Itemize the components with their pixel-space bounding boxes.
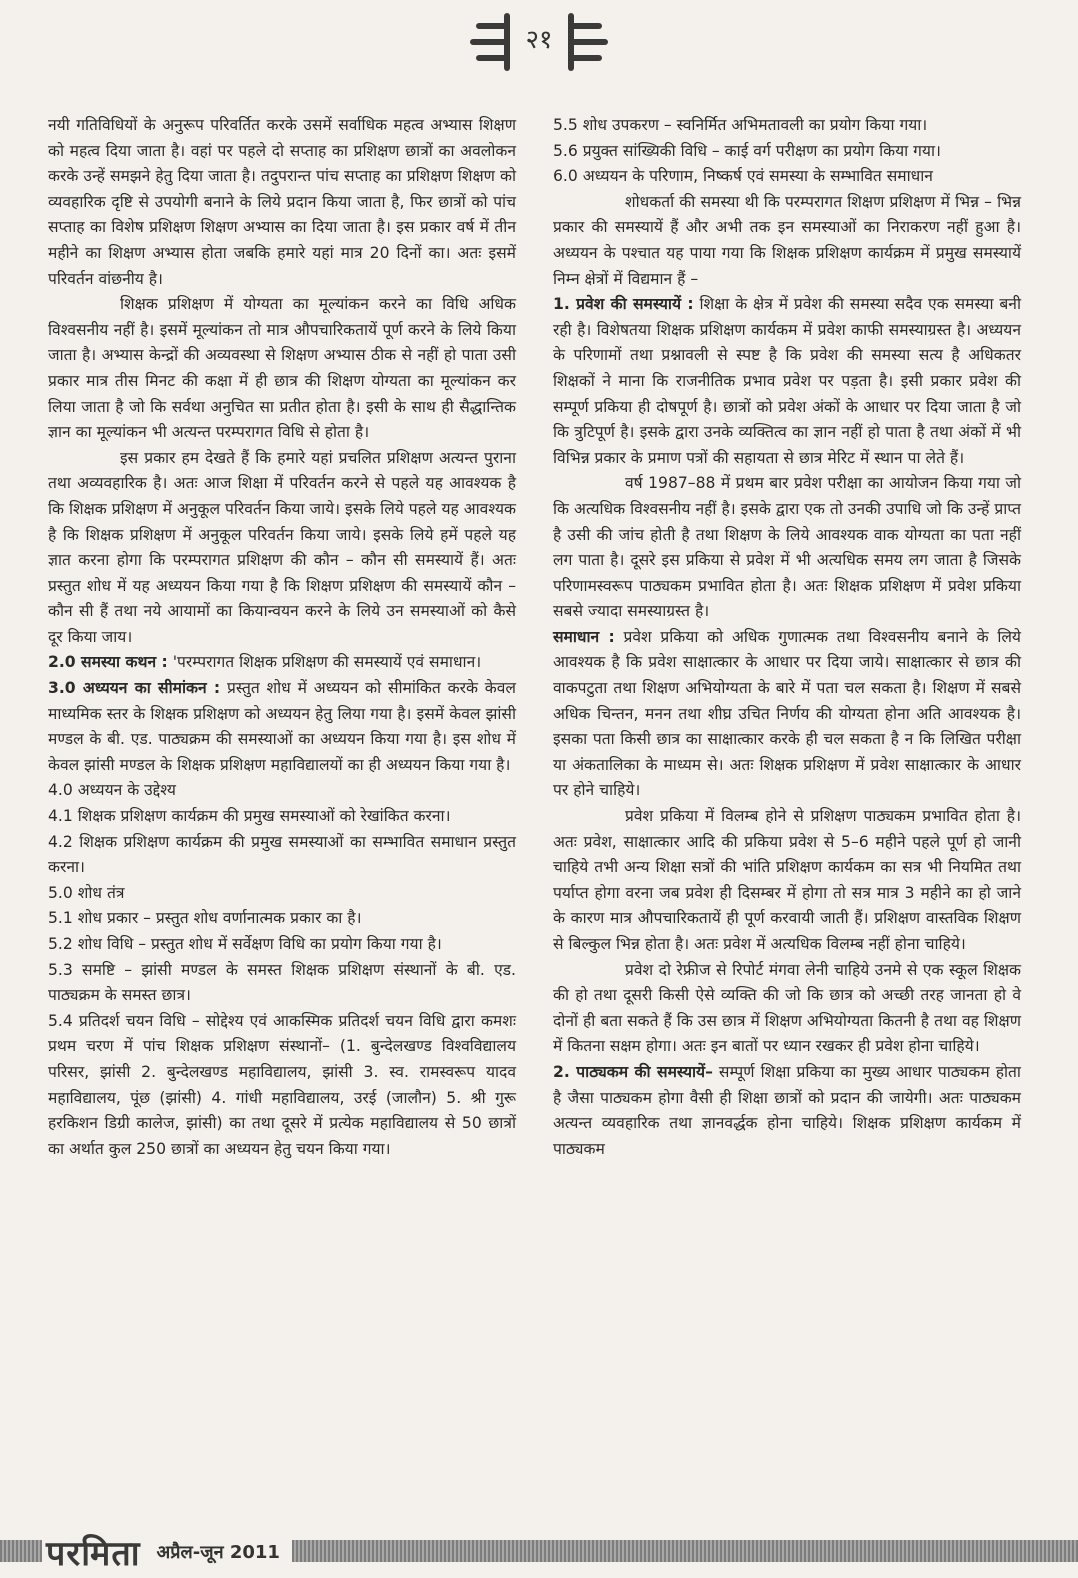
magazine-title: परमिता bbox=[46, 1534, 141, 1574]
paragraph bbox=[48, 1009, 516, 1163]
paragraph bbox=[553, 804, 1021, 958]
right-column bbox=[553, 113, 1021, 1162]
page-header bbox=[0, 0, 1078, 80]
paragraph-text: 'परम्परागत शिक्षक प्रशिक्षण की समस्यायें एवं समाधान। bbox=[172, 653, 482, 672]
paragraph-text: 4.2 शिक्षक प्रशिक्षण कार्यक्रम की प्रमुख समस्याओं का सम्भावित समाधान प्रस्तुत करना। bbox=[48, 832, 516, 877]
paragraph bbox=[553, 625, 1021, 804]
paragraph-text: सम्पूर्ण शिक्षा प्रकिया का मुख्य आधार पाठ्यकम होता है जैसा पाठ्यकम होगा वैसी ही शिक्षा छात्रों को प्रदान की जायेगी। अतः पाठ्यकम अत्यन्त व्यवहारिक तथा ज्ञानवर्द्धक होना चाहिये। शिक्षक प्रशिक्षण कार्यकम में पाठ्यकम bbox=[553, 1062, 1021, 1158]
paragraph bbox=[553, 164, 1021, 190]
paragraph-text: 4.0 अध्ययन के उद्देश्य bbox=[48, 781, 176, 800]
paragraph-label: 3.0 अध्ययन का सीमांकन : bbox=[48, 679, 221, 698]
paragraph-label: 2.0 समस्या कथन : bbox=[48, 653, 168, 672]
paragraph-text: शिक्षा के क्षेत्र में प्रवेश की समस्या सदैव एक समस्या बनी रही है। विशेषतया शिक्षक प्रशिक्षण कार्यकम में प्रवेश काफी समस्याग्रस्त है। अध्ययन के परिणामों तथा प्रश्नावली से स्पष्ट है कि प्रवेश की समस्या सत्य है अधिकतर शिक्षकों ने माना कि राजनीतिक प्रभाव प्रवेश पर पड़ता है। इसी प्रकार प्रवेश की सम्पूर्ण प्रकिया ही दोषपूर्ण है। छात्रों को प्रवेश अंकों के आधार पर दिया जाता है जो कि त्रुटिपूर्ण है। इसके द्वारा उनके व्यक्तित्व का ज्ञान नहीं हो पाता है तथा अंकों में भी विभिन्न प्रकार के प्रमाण पत्रों की सहायता से छात्र मेरिट में स्थान पा लेते हैं। bbox=[553, 295, 1021, 467]
paragraph bbox=[48, 650, 516, 676]
paragraph bbox=[48, 676, 516, 778]
left-column bbox=[48, 113, 516, 1162]
paragraph-label: 1. प्रवेश की समस्यायें : bbox=[553, 295, 694, 314]
paragraph-text: प्रवेश प्रकिया को अधिक गुणात्मक तथा विश्वसनीय बनाने के लिये आवश्यक है कि प्रवेश साक्षात्कार के आधार पर दिया जाये। साक्षात्कार से छात्र की वाकपटुता तथा शिक्षण अभियोग्यता के बारे में पता चल सकता है। शिक्षण में सबसे अधिक चिन्तन, मनन तथा शीघ्र उचित निर्णय की योग्यता होना अति आवश्यक है। इसका पता किसी छात्र का साक्षात्कार करके ही चल सकता है न कि लिखित परीक्षा या अंकतालिका के माध्यम से। अतः शिक्षक प्रशिक्षण में प्रवेश साक्षात्कार के आधार पर होने चाहिये। bbox=[553, 627, 1021, 800]
paragraph-text: 6.0 अध्ययन के परिणाम, निष्कर्ष एवं समस्या के सम्भावित समाधान bbox=[553, 167, 933, 186]
paragraph-text: 5.4 प्रतिदर्श चयन विधि – सोद्देश्य एवं आकस्मिक प्रतिदर्श चयन विधि द्वारा कमशः प्रथम चरण में पांच शिक्षक प्रशिक्षण संस्थानों– (1. बुन्देलखण्ड विश्वविद्यालय परिसर, झांसी 2. बुन्देलखण्ड महाविद्यालय, झांसी 3. स्व. रामस्वरूप यादव महाविद्यालय, पूंछ (झांसी) 4. गांधी महाविद्यालय, उरई (जालौन) 5. श्री गुरू हरकिशन डिग्री कालेज, झांसी) का तथा दूसरे में प्रत्येक महाविद्यालय से 50 छात्रों का अर्थात कुल 250 छात्रों का अध्ययन हेतु चयन किया गया। bbox=[48, 1011, 516, 1158]
paragraph-text: 5.1 शोध प्रकार – प्रस्तुत शोध वर्णानात्मक प्रकार का है। bbox=[48, 909, 362, 928]
paragraph-label: समाधान : bbox=[553, 627, 615, 646]
paragraph bbox=[48, 881, 516, 907]
paragraph-text: शोधकर्ता की समस्या थी कि परम्परागत शिक्षण प्रशिक्षण में भिन्न – भिन्न प्रकार की समस्यायें हैं और अभी तक इन समस्याओं का निराकरण नहीं हुआ है। अध्ययन के पश्चात यह पाया गया कि शिक्षक प्रशिक्षण कार्यक्रम में प्रमुख समस्यायें निम्न क्षेत्रों में विद्यमान हैं – bbox=[553, 192, 1021, 288]
paragraph-text: वर्ष 1987–88 में प्रथम बार प्रवेश परीक्षा का आयोजन किया गया जो कि अत्यधिक विश्वसनीय नहीं है। इसके द्वारा एक तो उनकी उपाधि जो कि उन्हें प्राप्त है उसी की जांच होती है तथा शिक्षण के लिये आवश्यक वाक योग्यता का पता नहीं लग पाता है। दूसरे इस प्रकिया से प्रवेश में भी अत्यधिक समय लग जाता है जिसके परिणामस्वरूप पाठ्यकम प्रभावित होता है। अतः शिक्षक प्रशिक्षण में प्रवेश प्रकिया सबसे ज्यादा समस्याग्रस्त है। bbox=[553, 474, 1021, 621]
page-number: २१ bbox=[525, 25, 553, 55]
paragraph-text: 5.3 समष्टि – झांसी मण्डल के समस्त शिक्षक प्रशिक्षण संस्थानों के बी. एड. पाठ्यक्रम के समस्त छात्र। bbox=[48, 960, 516, 1005]
paragraph bbox=[553, 113, 1021, 139]
paragraph-text: 4.1 शिक्षक प्रशिक्षण कार्यक्रम की प्रमुख समस्याओं को रेखांकित करना। bbox=[48, 807, 451, 826]
paragraph bbox=[48, 446, 516, 651]
page-footer bbox=[0, 1526, 1078, 1578]
paragraph bbox=[48, 113, 516, 292]
paragraph-text: प्रस्तुत शोध में अध्ययन को सीमांकित करके केवल माध्यमिक स्तर के शिक्षक प्रशिक्षण को अध्ययन हेतु लिया गया है। इसमें केवल झांसी मण्डल के बी. एड. पाठ्यक्रम की समस्याओं का अध्ययन किया गया है। इस शोध में केवल झांसी मण्डल के शिक्षक प्रशिक्षण महाविद्यालयों का ही अध्ययन किया गया है। bbox=[48, 679, 516, 774]
issue-date: अप्रैल-जून 2011 bbox=[156, 1542, 280, 1563]
paragraph bbox=[48, 804, 516, 830]
paragraph bbox=[553, 958, 1021, 1060]
paragraph bbox=[553, 292, 1021, 471]
paragraph-text: प्रवेश प्रकिया में विलम्ब होने से प्रशिक्षण पाठ्यकम प्रभावित होता है। अतः प्रवेश, साक्षात्कार आदि की प्रकिया प्रवेश से 5–6 महीने पहले पूर्ण हो जानी चाहिये तभी अन्य शिक्षा सत्रों की भांति प्रशिक्षण कार्यकम का सत्र भी नियमित तथा पर्याप्त होगा वरना जब प्रवेश ही दिसम्बर में होगा तो सत्र मात्र 3 महीने का हो जाने के कारण मात्र औपचारिकतायें ही पूर्ण करवायी जाती हैं। प्रशिक्षण वास्तविक शिक्षण से बिल्कुल भिन्न होता है। अतः प्रवेश में अत्यधिक विलम्ब नहीं होना चाहिये। bbox=[553, 807, 1021, 953]
paragraph-text: 5.2 शोध विधि – प्रस्तुत शोध में सर्वेक्षण विधि का प्रयोग किया गया है। bbox=[48, 935, 442, 953]
paragraph-label: 2. पाठ्यकम की समस्यायें– bbox=[553, 1062, 713, 1081]
paragraph-text: प्रवेश दो रेफ्रीज से रिपोर्ट मंगवा लेनी चाहिये उनमे से एक स्कूल शिक्षक की हो तथा दूसरी किसी ऐसे व्यक्ति की जो कि छात्र को अच्छी तरह जानता हो वे दोनों ही बता सकते हैं कि उस छात्र में शिक्षण अभियोग्यता कितनी है तथा वह शिक्षण में कितना सक्षम होगा। अतः इन बातों पर ध्यान रखकर ही प्रवेश होना चाहिये। bbox=[553, 960, 1021, 1056]
paragraph bbox=[48, 830, 516, 881]
paragraph bbox=[48, 292, 516, 446]
paragraph-text: शिक्षक प्रशिक्षण में योग्यता का मूल्यांकन करने का विधि अधिक विश्वसनीय नहीं है। इसमें मूल्यांकन तो मात्र औपचारिकतायें पूर्ण करने के लिये किया जाता है। अभ्यास केन्द्रों की अव्यवस्था से शिक्षण अभ्यास ठीक से नहीं हो पाता उसी प्रकार मात्र तीस मिनट की कक्षा में ही छात्र की शिक्षण योग्यता का मूल्यांकन कर लिया जाता है जो कि सर्वथा अनुचित सा प्रतीत होता है। इसी के साथ ही सैद्धान्तिक ज्ञान का मूल्यांकन भी अत्यन्त परम्परागत विधि से होता है। bbox=[48, 295, 516, 442]
paragraph bbox=[553, 190, 1021, 292]
paragraph-text: 5.0 शोध तंत्र bbox=[48, 883, 125, 902]
footer-bar-left bbox=[0, 1540, 42, 1562]
paragraph bbox=[48, 958, 516, 1009]
paragraph-text: नयी गतिविधियों के अनुरूप परिवर्तित करके उसमें सर्वाधिक महत्व अभ्यास शिक्षण को महत्व दिया जाता है। वहां पर पहले दो सप्ताह का प्रशिक्षण छात्रों का अवलोकन करके उन्हें समझने हेतु दिया जाता है। तदुपरान्त पांच सप्ताह का प्रशिक्षण शिक्षण को व्यवहारिक दृष्टि से उपयोगी बनाने के लिये प्रदान किया जाता है, फिर छात्रों को पांच सप्ताह का विशेष प्रशिक्षण शिक्षण अभ्यास का दिया जाता है। इस प्रकार वर्ष में तीन महीने का शिक्षण अभ्यास होता जबकि हमारे यहां मात्र 20 दिनों का। अतः इसमें परिवर्तन वांछनीय है। bbox=[48, 116, 516, 288]
paragraph bbox=[48, 932, 516, 958]
paragraph-text: 5.6 प्रयुक्त सांख्यिकी विधि – काई वर्ग परीक्षण का प्रयोग किया गया। bbox=[553, 141, 941, 160]
paragraph bbox=[553, 139, 1021, 165]
paragraph-text: इस प्रकार हम देखते हैं कि हमारे यहां प्रचलित प्रशिक्षण अत्यन्त पुराना तथा अव्यवहारिक है। अतः आज शिक्षा में परिवर्तन करने से पहले यह आवश्यक है कि शिक्षक प्रशिक्षण में अनुकूल परिवर्तन किया जाये। इसके लिये पहले यह आवश्यक है कि शिक्षक प्रशिक्षण में अनुकूल परिवर्तन किया जाये। इसके लिये हमें पहले यह ज्ञात करना होगा कि परम्परागत प्रशिक्षण की कौन – कौन सी समस्यायें हैं। अतः प्रस्तुत शोध में यह अध्ययन किया गया है कि शिक्षण प्रशिक्षण की समस्यायें कौन – कौन सी हैं तथा नये आयामों का कियान्वयन करने के लिये उन समस्याओं को कैसे दूर किया जाय। bbox=[48, 448, 516, 646]
paragraph bbox=[48, 778, 516, 804]
paragraph bbox=[48, 906, 516, 932]
paragraph bbox=[553, 1060, 1021, 1162]
paragraph-text: 5.5 शोध उपकरण – स्वनिर्मित अभिमतावली का प्रयोग किया गया। bbox=[553, 116, 928, 134]
paragraph bbox=[553, 471, 1021, 625]
footer-label bbox=[42, 1526, 292, 1578]
